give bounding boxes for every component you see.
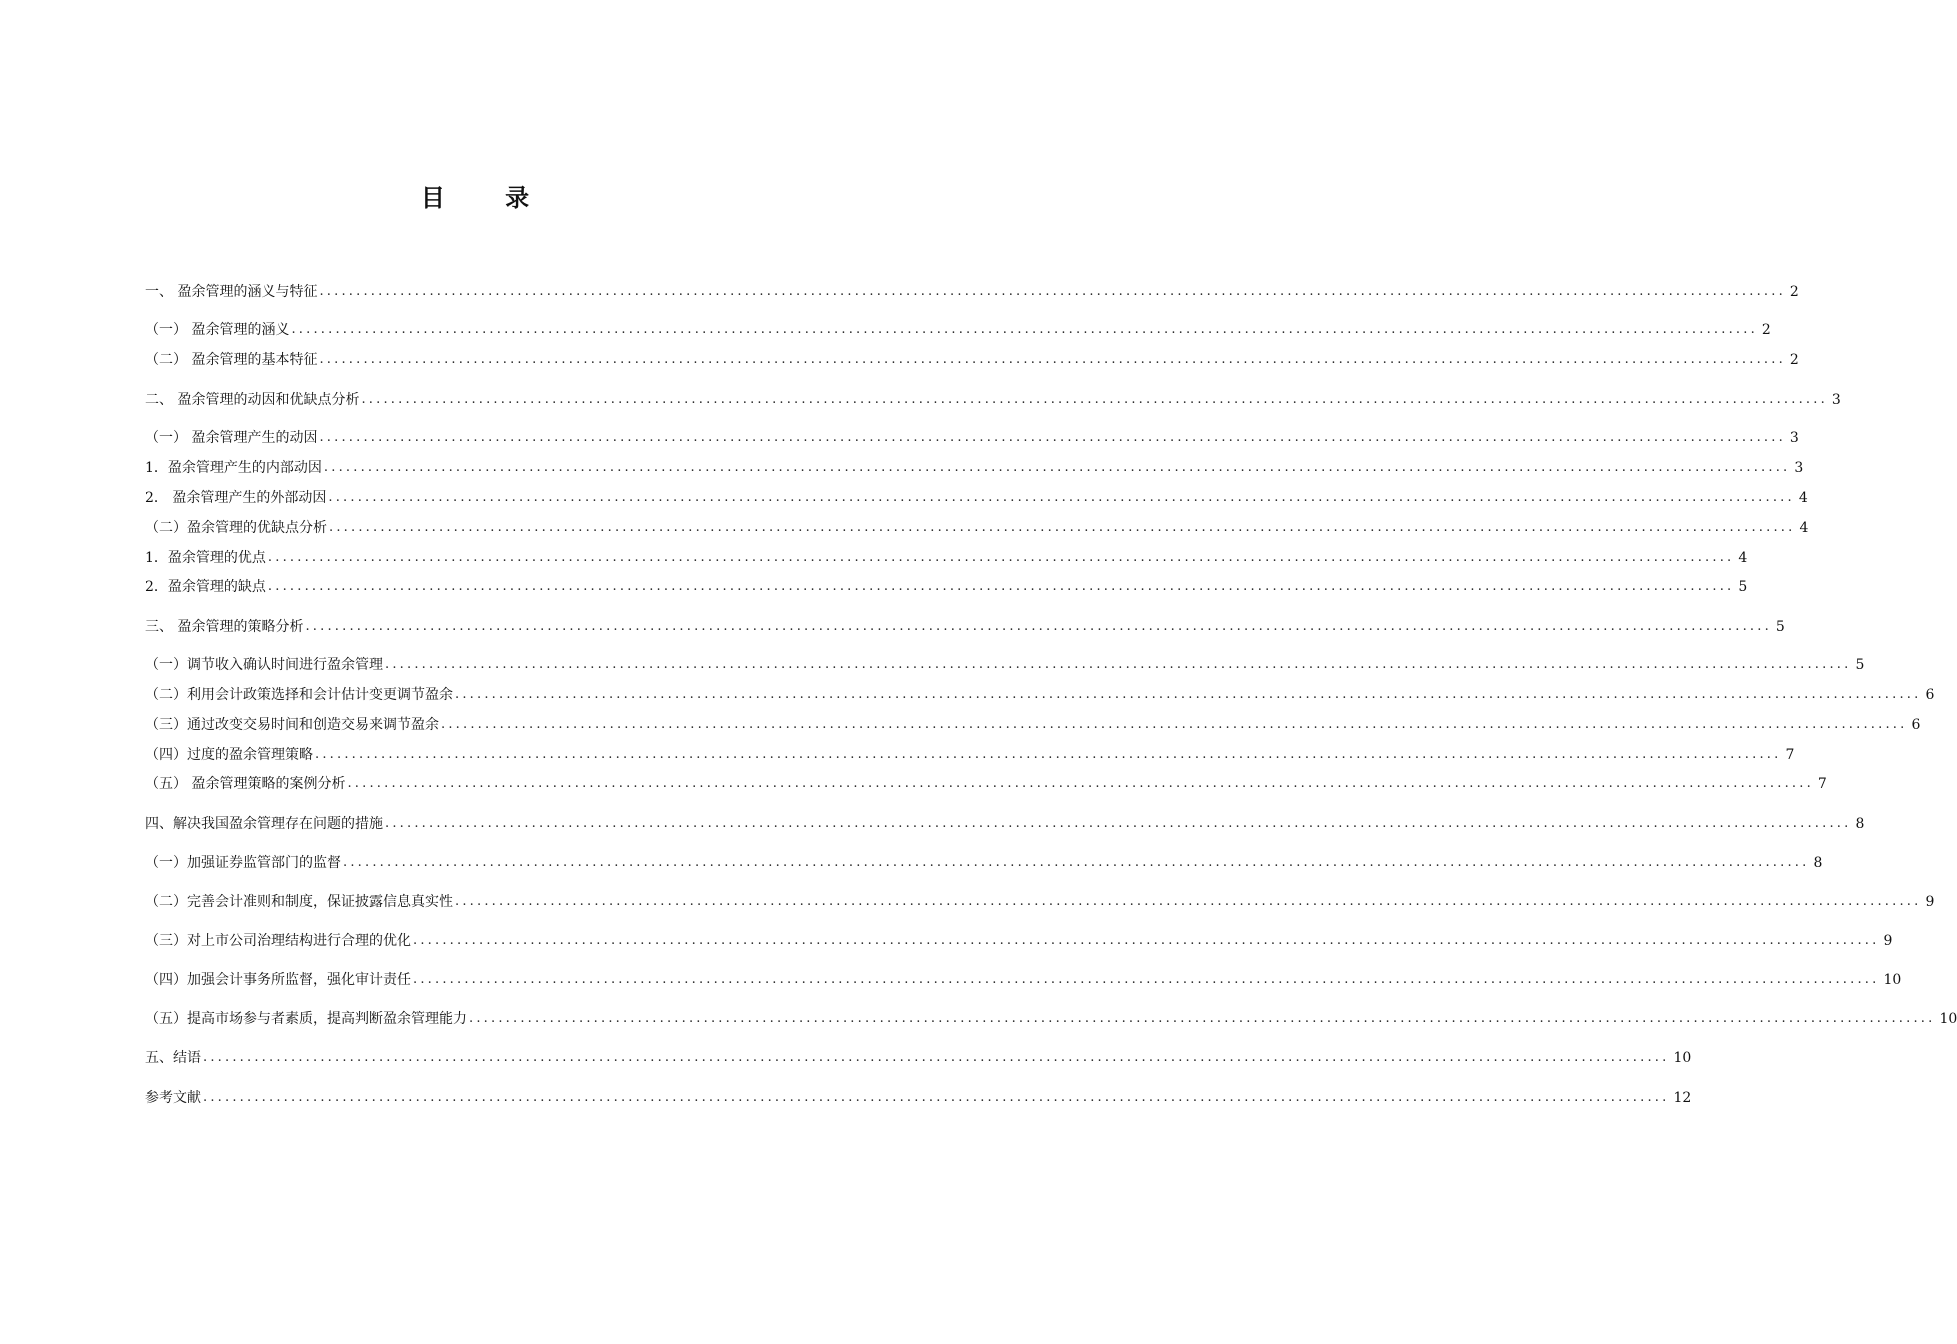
dot-leader: ........................................................................................................................................................................................................ [455, 687, 1922, 702]
dot-leader: ........................................................................................................................................................................................................ [329, 520, 1796, 535]
toc-entry[interactable] [145, 774, 1827, 794]
dot-leader: ........................................................................................................................................................................................................ [343, 855, 1810, 870]
toc-entry[interactable] [145, 320, 1771, 340]
toc-page-number: 7 [1817, 776, 1827, 792]
toc-entry[interactable] [145, 1088, 1692, 1108]
toc-entry[interactable] [145, 488, 1808, 508]
toc-entry-label: 三、 盈余管理的策略分析 [145, 619, 304, 635]
toc-entry-label: （五） 盈余管理策略的案例分析 [145, 776, 346, 792]
toc-entry-label: （三）通过改变交易时间和创造交易来调节盈余 [145, 717, 439, 733]
toc-page-number: 4 [1798, 490, 1808, 506]
toc-entry[interactable] [145, 282, 1799, 302]
toc-page-number: 9 [1883, 933, 1893, 949]
toc-entry[interactable] [145, 853, 1823, 873]
dot-leader: ........................................................................................................................................................................................................ [319, 284, 1786, 299]
toc-page-number: 5 [1775, 619, 1785, 635]
toc-entry-label: （一）加强证券监管部门的监督 [145, 855, 341, 871]
toc-entry[interactable] [145, 1009, 1957, 1029]
toc-page-number: 6 [1925, 687, 1935, 703]
toc-entry[interactable] [145, 617, 1785, 637]
toc-page-number: 5 [1738, 579, 1748, 595]
dot-leader: ........................................................................................................................................................................................................ [323, 460, 1791, 475]
toc-page-number: 2 [1789, 284, 1799, 300]
toc-entry-label: 1．盈余管理的优点 [145, 550, 266, 566]
dot-leader: ........................................................................................................................................................................................................ [469, 1011, 1936, 1026]
toc-page-number: 8 [1813, 855, 1823, 871]
toc-entry-label: （一）调节收入确认时间进行盈余管理 [145, 657, 383, 673]
toc-entry[interactable] [145, 577, 1748, 597]
toc-entry-label: （四）过度的盈余管理策略 [145, 747, 313, 763]
toc-entry-label: 1．盈余管理产生的内部动因 [145, 460, 322, 476]
toc-entry-label: 2．盈余管理的缺点 [145, 579, 266, 595]
toc-page-number: 10 [1883, 972, 1902, 988]
toc-entry-label: 二、 盈余管理的动因和优缺点分析 [145, 392, 360, 408]
toc-entry-label: （四）加强会计事务所监督，强化审计责任 [145, 972, 411, 988]
toc-page-number: 9 [1925, 894, 1935, 910]
toc-entry[interactable] [145, 814, 1865, 834]
toc-page-number: 7 [1785, 747, 1795, 763]
toc-entry[interactable] [145, 518, 1809, 538]
toc-entry[interactable] [145, 458, 1804, 478]
toc-entry[interactable] [145, 892, 1935, 912]
toc-page-number: 12 [1673, 1090, 1692, 1106]
toc-entry-label: 一、 盈余管理的涵义与特征 [145, 284, 318, 300]
toc-entry-label: （二）利用会计政策选择和会计估计变更调节盈余 [145, 687, 453, 703]
toc-entry-label: 参考文献 [145, 1090, 201, 1106]
dot-leader: ........................................................................................................................................................................................................ [203, 1090, 1670, 1105]
toc-entry-label: 五、结语 [145, 1050, 201, 1066]
toc-page-number: 10 [1673, 1050, 1692, 1066]
dot-leader: ........................................................................................................................................................................................................ [441, 717, 1908, 732]
toc-entry-label: 2． 盈余管理产生的外部动因 [145, 490, 327, 506]
toc-entry-label: （二）完善会计准则和制度，保证披露信息真实性 [145, 894, 453, 910]
toc-entry[interactable] [145, 685, 1935, 705]
dot-leader: ........................................................................................................................................................................................................ [267, 579, 1735, 594]
toc-entry-label: （一） 盈余管理产生的动因 [145, 430, 318, 446]
toc-title: 目 录 [420, 184, 556, 212]
toc-entry-label: （二） 盈余管理的基本特征 [145, 352, 318, 368]
toc-entry[interactable] [145, 428, 1799, 448]
toc-entry[interactable] [145, 931, 1893, 951]
toc-entry[interactable] [145, 390, 1841, 410]
toc-entry-label: 四、解决我国盈余管理存在问题的措施 [145, 816, 383, 832]
dot-leader: ........................................................................................................................................................................................................ [347, 776, 1814, 791]
toc-page-number: 3 [1794, 460, 1804, 476]
dot-leader: ........................................................................................................................................................................................................ [413, 933, 1880, 948]
dot-leader: ........................................................................................................................................................................................................ [361, 392, 1828, 407]
dot-leader: ........................................................................................................................................................................................................ [328, 490, 1795, 505]
toc-entry[interactable] [145, 350, 1799, 370]
toc-page-number: 6 [1911, 717, 1921, 733]
dot-leader: ........................................................................................................................................................................................................ [319, 352, 1786, 367]
toc-page-number: 5 [1855, 657, 1865, 673]
dot-leader: ........................................................................................................................................................................................................ [315, 747, 1782, 762]
dot-leader: ........................................................................................................................................................................................................ [319, 430, 1786, 445]
toc-entry[interactable] [145, 655, 1865, 675]
dot-leader: ........................................................................................................................................................................................................ [413, 972, 1880, 987]
toc-entry-label: （一） 盈余管理的涵义 [145, 322, 290, 338]
dot-leader: ........................................................................................................................................................................................................ [267, 550, 1735, 565]
toc-entry[interactable] [145, 1048, 1692, 1068]
toc-entry-label: （二）盈余管理的优缺点分析 [145, 520, 327, 536]
toc-entry[interactable] [145, 715, 1921, 735]
dot-leader: ........................................................................................................................................................................................................ [455, 894, 1922, 909]
toc-page-number: 10 [1939, 1011, 1957, 1027]
dot-leader: ........................................................................................................................................................................................................ [385, 816, 1852, 831]
dot-leader: ........................................................................................................................................................................................................ [291, 322, 1758, 337]
dot-leader: ........................................................................................................................................................................................................ [385, 657, 1852, 672]
toc-entry[interactable] [145, 745, 1795, 765]
toc-page-number: 3 [1831, 392, 1841, 408]
toc-page-number: 2 [1789, 352, 1799, 368]
toc-page-number: 2 [1761, 322, 1771, 338]
toc-page-number: 3 [1789, 430, 1799, 446]
toc-page-number: 4 [1738, 550, 1748, 566]
toc-page-number: 4 [1799, 520, 1809, 536]
dot-leader: ........................................................................................................................................................................................................ [305, 619, 1772, 634]
toc-page-number: 8 [1855, 816, 1865, 832]
toc-entry-label: （三）对上市公司治理结构进行合理的优化 [145, 933, 411, 949]
toc-entry[interactable] [145, 970, 1902, 990]
toc-entry[interactable] [145, 548, 1748, 568]
toc-entry-label: （五）提高市场参与者素质，提高判断盈余管理能力 [145, 1011, 467, 1027]
dot-leader: ........................................................................................................................................................................................................ [203, 1050, 1670, 1065]
